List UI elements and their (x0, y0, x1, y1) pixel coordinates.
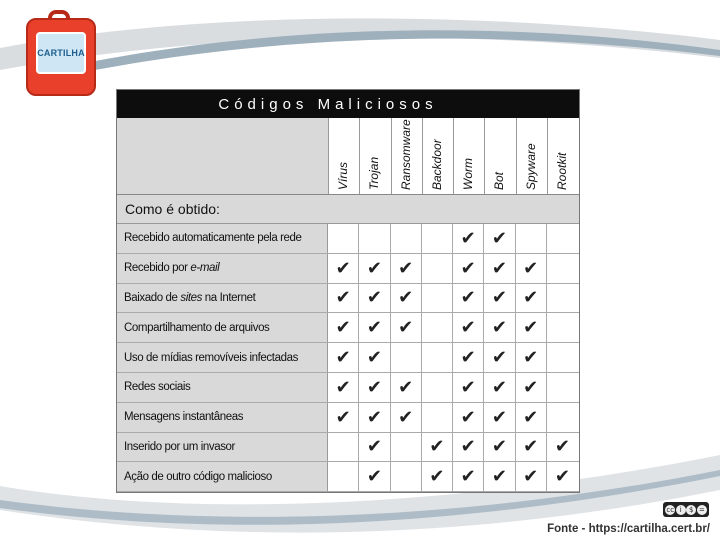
empty-cell (422, 254, 453, 283)
column-header: Spyware (517, 118, 548, 194)
check-icon: ✔ (391, 313, 422, 342)
column-header: Backdoor (423, 118, 454, 194)
empty-cell (328, 433, 359, 462)
empty-cell (422, 313, 453, 342)
check-icon: ✔ (328, 343, 359, 372)
check-icon: ✔ (391, 254, 422, 283)
column-header: Rootkit (555, 152, 570, 190)
check-icon: ✔ (328, 403, 359, 432)
cc-icon: cc (666, 505, 675, 514)
empty-cell (516, 224, 547, 253)
empty-cell (547, 224, 578, 253)
check-icon: ✔ (422, 462, 453, 491)
check-icon: ✔ (484, 343, 515, 372)
check-icon: ✔ (453, 403, 484, 432)
row-label: Inserido por um invasor (117, 433, 328, 462)
empty-cell (422, 284, 453, 313)
check-icon: ✔ (359, 254, 390, 283)
column-header: Trojan (360, 118, 391, 194)
check-icon: ✔ (516, 343, 547, 372)
empty-cell (547, 343, 578, 372)
row-label: Uso de mídias removíveis infectadas (117, 343, 328, 372)
row-label: Compartilhamento de arquivos (117, 313, 328, 342)
attribution-icon: i (676, 505, 686, 515)
empty-cell (391, 433, 422, 462)
check-icon: ✔ (484, 313, 515, 342)
empty-cell (422, 373, 453, 402)
check-icon: ✔ (359, 462, 390, 491)
empty-cell (547, 284, 578, 313)
check-icon: ✔ (484, 433, 515, 462)
check-icon: ✔ (391, 403, 422, 432)
row-label-text: Recebido por (124, 262, 191, 275)
row-label (117, 284, 328, 313)
check-icon: ✔ (484, 254, 515, 283)
table-row (117, 284, 579, 314)
malware-table (116, 89, 580, 493)
check-icon: ✔ (391, 284, 422, 313)
table-row (117, 343, 579, 373)
empty-cell (547, 313, 578, 342)
row-label: Mensagens instantâneas (117, 403, 328, 432)
empty-cell (422, 403, 453, 432)
check-icon: ✔ (453, 462, 484, 491)
logo-text: CARTILHA (37, 48, 85, 58)
check-icon: ✔ (453, 284, 484, 313)
check-icon: ✔ (359, 433, 390, 462)
section-heading: Como é obtido: (117, 195, 579, 224)
check-icon: ✔ (453, 313, 484, 342)
logo-screen (36, 32, 86, 74)
check-icon: ✔ (359, 403, 390, 432)
row-label: Recebido automaticamente pela rede (117, 224, 328, 253)
check-icon: ✔ (453, 254, 484, 283)
empty-cell (328, 462, 359, 491)
row-label-emphasis: sites (180, 291, 202, 304)
table-row (117, 433, 579, 463)
table-row (117, 254, 579, 284)
empty-cell (391, 462, 422, 491)
column-header-row (117, 118, 579, 195)
noderivs-icon: = (697, 505, 707, 515)
empty-cell (391, 224, 422, 253)
row-label-text: Baixado de (124, 291, 181, 304)
check-icon: ✔ (453, 433, 484, 462)
noncommercial-icon: $ (686, 505, 696, 515)
column-header: Worm (454, 118, 485, 194)
creative-commons-badge (663, 502, 709, 517)
empty-cell (547, 254, 578, 283)
empty-cell (328, 224, 359, 253)
check-icon: ✔ (359, 373, 390, 402)
check-icon: ✔ (516, 462, 547, 491)
check-icon: ✔ (328, 373, 359, 402)
source-footer: Fonte - https://cartilha.cert.br/ (547, 523, 710, 535)
check-icon: ✔ (453, 373, 484, 402)
table-row (117, 462, 579, 492)
empty-cell (547, 373, 578, 402)
empty-cell (391, 343, 422, 372)
check-icon: ✔ (484, 462, 515, 491)
check-icon: ✔ (328, 254, 359, 283)
table-row (117, 373, 579, 403)
check-icon: ✔ (516, 373, 547, 402)
check-icon: ✔ (359, 313, 390, 342)
column-header: Bot (485, 118, 516, 194)
check-icon: ✔ (547, 462, 578, 491)
check-icon: ✔ (453, 343, 484, 372)
check-icon: ✔ (484, 284, 515, 313)
row-label: Ação de outro código malicioso (117, 462, 328, 491)
empty-cell (422, 343, 453, 372)
check-icon: ✔ (328, 284, 359, 313)
check-icon: ✔ (359, 343, 390, 372)
check-icon: ✔ (516, 284, 547, 313)
check-icon: ✔ (359, 284, 390, 313)
check-icon: ✔ (484, 403, 515, 432)
check-icon: ✔ (453, 224, 484, 253)
empty-cell (547, 403, 578, 432)
check-icon: ✔ (484, 373, 515, 402)
cartilha-logo (22, 10, 96, 96)
check-icon: ✔ (516, 433, 547, 462)
row-label-emphasis: e-mail (190, 262, 220, 275)
check-icon: ✔ (516, 313, 547, 342)
column-header: Vírus (329, 118, 360, 194)
empty-cell (422, 224, 453, 253)
column-header: Ransomware (392, 118, 423, 194)
row-label-text: na Internet (202, 291, 256, 304)
check-icon: ✔ (328, 313, 359, 342)
check-icon: ✔ (391, 373, 422, 402)
row-label (117, 254, 328, 283)
check-icon: ✔ (516, 403, 547, 432)
table-row (117, 403, 579, 433)
check-icon: ✔ (547, 433, 578, 462)
table-body (117, 224, 579, 492)
check-icon: ✔ (422, 433, 453, 462)
check-icon: ✔ (516, 254, 547, 283)
empty-cell (359, 224, 390, 253)
table-row (117, 224, 579, 254)
check-icon: ✔ (484, 224, 515, 253)
header-blank-cell (117, 118, 329, 194)
table-title: Códigos Maliciosos (117, 90, 579, 118)
table-row (117, 313, 579, 343)
row-label: Redes sociais (117, 373, 328, 402)
